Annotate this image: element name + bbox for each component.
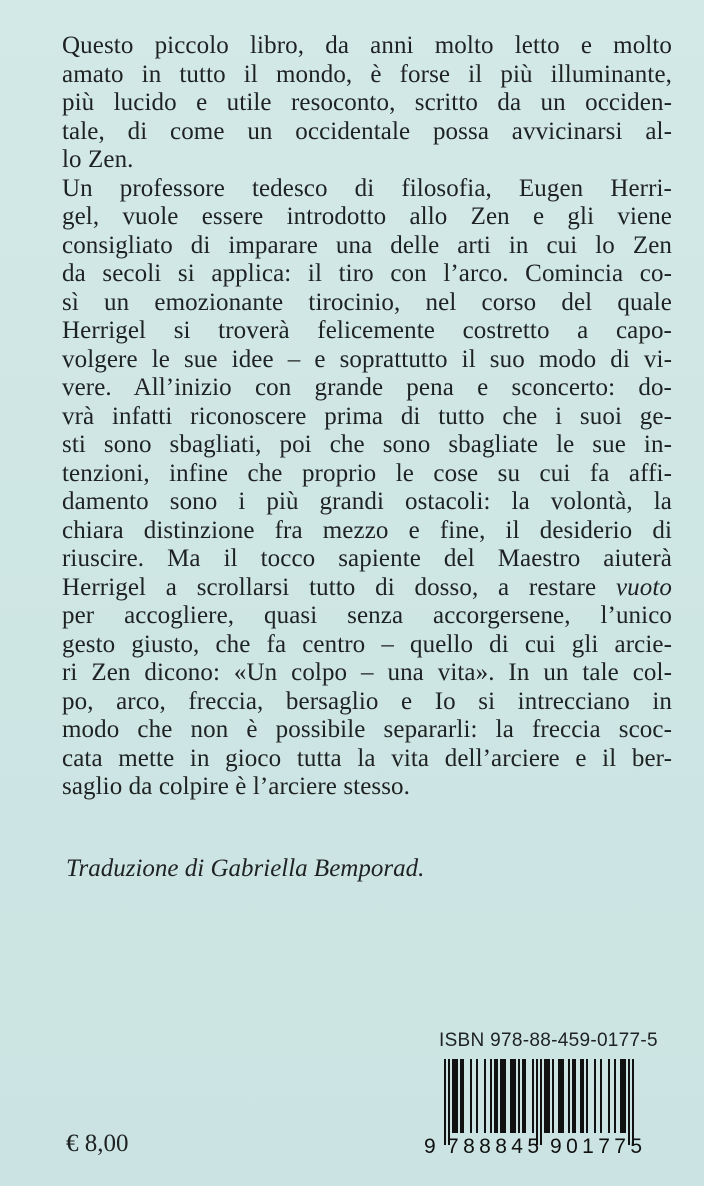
barcode-bar [514, 1059, 516, 1133]
barcode-bar [594, 1059, 596, 1133]
barcode-bar [524, 1059, 526, 1133]
blurb-line: sì un emozionante tirocinio, nel corso del quale [62, 288, 672, 316]
barcode-bar [448, 1059, 450, 1145]
barcode-bar [624, 1059, 626, 1133]
barcode-bar [510, 1059, 512, 1133]
italic-word: vuoto [615, 573, 672, 601]
barcode-bar [620, 1059, 622, 1133]
blurb-line: Un professore tedesco di filosofia, Eugen Herri- [62, 174, 672, 202]
blurb-line: vrà infatti riconoscere prima di tutto che i suoi ge- [62, 402, 672, 430]
blurb-line: più lucido e utile resoconto, scritto da un occiden- [62, 89, 672, 116]
barcode-bar [560, 1059, 562, 1133]
blurb-line: po, arco, freccia, bersaglio e Io si intrecciano in [62, 687, 672, 715]
barcode-bar [558, 1059, 560, 1133]
barcode-bar [500, 1059, 502, 1133]
barcode-bar [586, 1059, 588, 1133]
blurb-line-with-italic [62, 574, 672, 603]
barcode-bar [476, 1059, 478, 1133]
barcode-digit-first: 9 [424, 1135, 436, 1157]
barcode-bar [600, 1059, 602, 1133]
barcode-bar [536, 1059, 538, 1145]
barcode-bar [580, 1059, 582, 1133]
barcode-bar [460, 1059, 462, 1133]
blurb-line: per accogliere, quasi senza accorgersene, l’unico [62, 602, 672, 629]
barcode-bar [444, 1059, 446, 1145]
barcode-bar [622, 1059, 624, 1133]
barcode-bar [504, 1059, 506, 1133]
barcode-bar [552, 1059, 554, 1133]
barcode-bar [628, 1059, 630, 1145]
barcode-bar [462, 1059, 464, 1133]
blurb-line: tenzioni, infine che proprio le cose su cui fa affi- [62, 459, 672, 487]
blurb-line: modo che non è possibile separarli: la freccia scoc- [62, 716, 672, 743]
blurb-line: Herrigel si troverà felicemente costretto a capo- [62, 317, 672, 344]
blurb-line: saglio da colpire è l’arciere stesso. [62, 773, 410, 800]
barcode-bar [572, 1059, 574, 1133]
blurb-line: damento sono i più grandi ostacoli: la volontà, la [62, 488, 672, 515]
barcode-bar [518, 1059, 520, 1133]
blurb-line: consigliato di imparare una delle arti in cui lo Zen [62, 231, 672, 259]
barcode-bar [546, 1059, 548, 1133]
blurb-text [62, 32, 672, 802]
barcode-bar [470, 1059, 472, 1133]
barcode-digits-left: 788845 [447, 1135, 539, 1157]
barcode-bar [494, 1059, 496, 1133]
barcode-bar [512, 1059, 514, 1133]
blurb-line: ri Zen dicono: «Un colpo – una vita». In un tale col- [62, 659, 672, 686]
blurb-line: gesto giusto, che fa centro – quello di cui gli arcie- [62, 630, 672, 658]
barcode-bar [502, 1059, 504, 1133]
barcode-graphic [420, 1057, 660, 1157]
barcode-bar [522, 1059, 524, 1133]
barcode-bar [544, 1059, 546, 1133]
blurb-line: gel, vuole essere introdotto allo Zen e gli viene [62, 203, 672, 230]
blurb-line: vere. All’inizio con grande pena e sconcerto: do- [62, 374, 672, 401]
price: € 8,00 [66, 1130, 129, 1157]
isbn-label: ISBN 978-88-459-0177-5 [439, 1030, 658, 1051]
blurb-line: sti sono sbagliati, poi che sono sbagliate le sue in- [62, 431, 672, 458]
barcode-bar [484, 1059, 486, 1133]
barcode-bar [532, 1059, 534, 1133]
blurb-line: chiara distinzione fra mezzo e fine, il desiderio di [62, 516, 672, 544]
barcode-bar [548, 1059, 550, 1133]
barcode-bar [540, 1059, 542, 1145]
blurb-line: volgere le sue idee – e soprattutto il suo modo di vi- [62, 345, 672, 373]
barcode-bar [452, 1059, 454, 1133]
barcode-bar [456, 1059, 458, 1133]
barcode-bar [574, 1059, 576, 1133]
isbn-barcode [420, 1057, 660, 1157]
blurb-line: tale, di come un occidentale possa avvicinarsi al- [62, 117, 672, 145]
barcode-bar [496, 1059, 498, 1133]
barcode-bar [562, 1059, 564, 1133]
blurb-line-text: Herrigel a scrollarsi tutto di dosso, a restare [62, 573, 616, 601]
barcode-bars [444, 1059, 634, 1145]
blurb-line: amato in tutto il mondo, è forse il più illuminante, [62, 60, 672, 88]
blurb-line: cata mette in gioco tutta la vita dell’arciere e il ber- [62, 744, 672, 772]
blurb-line: riuscire. Ma il tocco sapiente del Maestro aiuterà [62, 545, 672, 572]
barcode-bar [454, 1059, 456, 1133]
barcode-bar [614, 1059, 616, 1133]
translation-credit: Traduzione di Gabriella Bemporad. [66, 855, 425, 882]
blurb-line: da secoli si applica: il tiro con l’arco. Comincia co- [62, 260, 672, 287]
barcode-bar [582, 1059, 584, 1133]
blurb-line: Questo piccolo libro, da anni molto letto e molto [62, 32, 672, 59]
barcode-bar [608, 1059, 610, 1133]
blurb-line: lo Zen. [62, 146, 134, 173]
barcode-bar [490, 1059, 492, 1133]
barcode-digits-right: 901775 [550, 1135, 642, 1157]
barcode-bar [568, 1059, 570, 1133]
barcode-bar [632, 1059, 634, 1145]
